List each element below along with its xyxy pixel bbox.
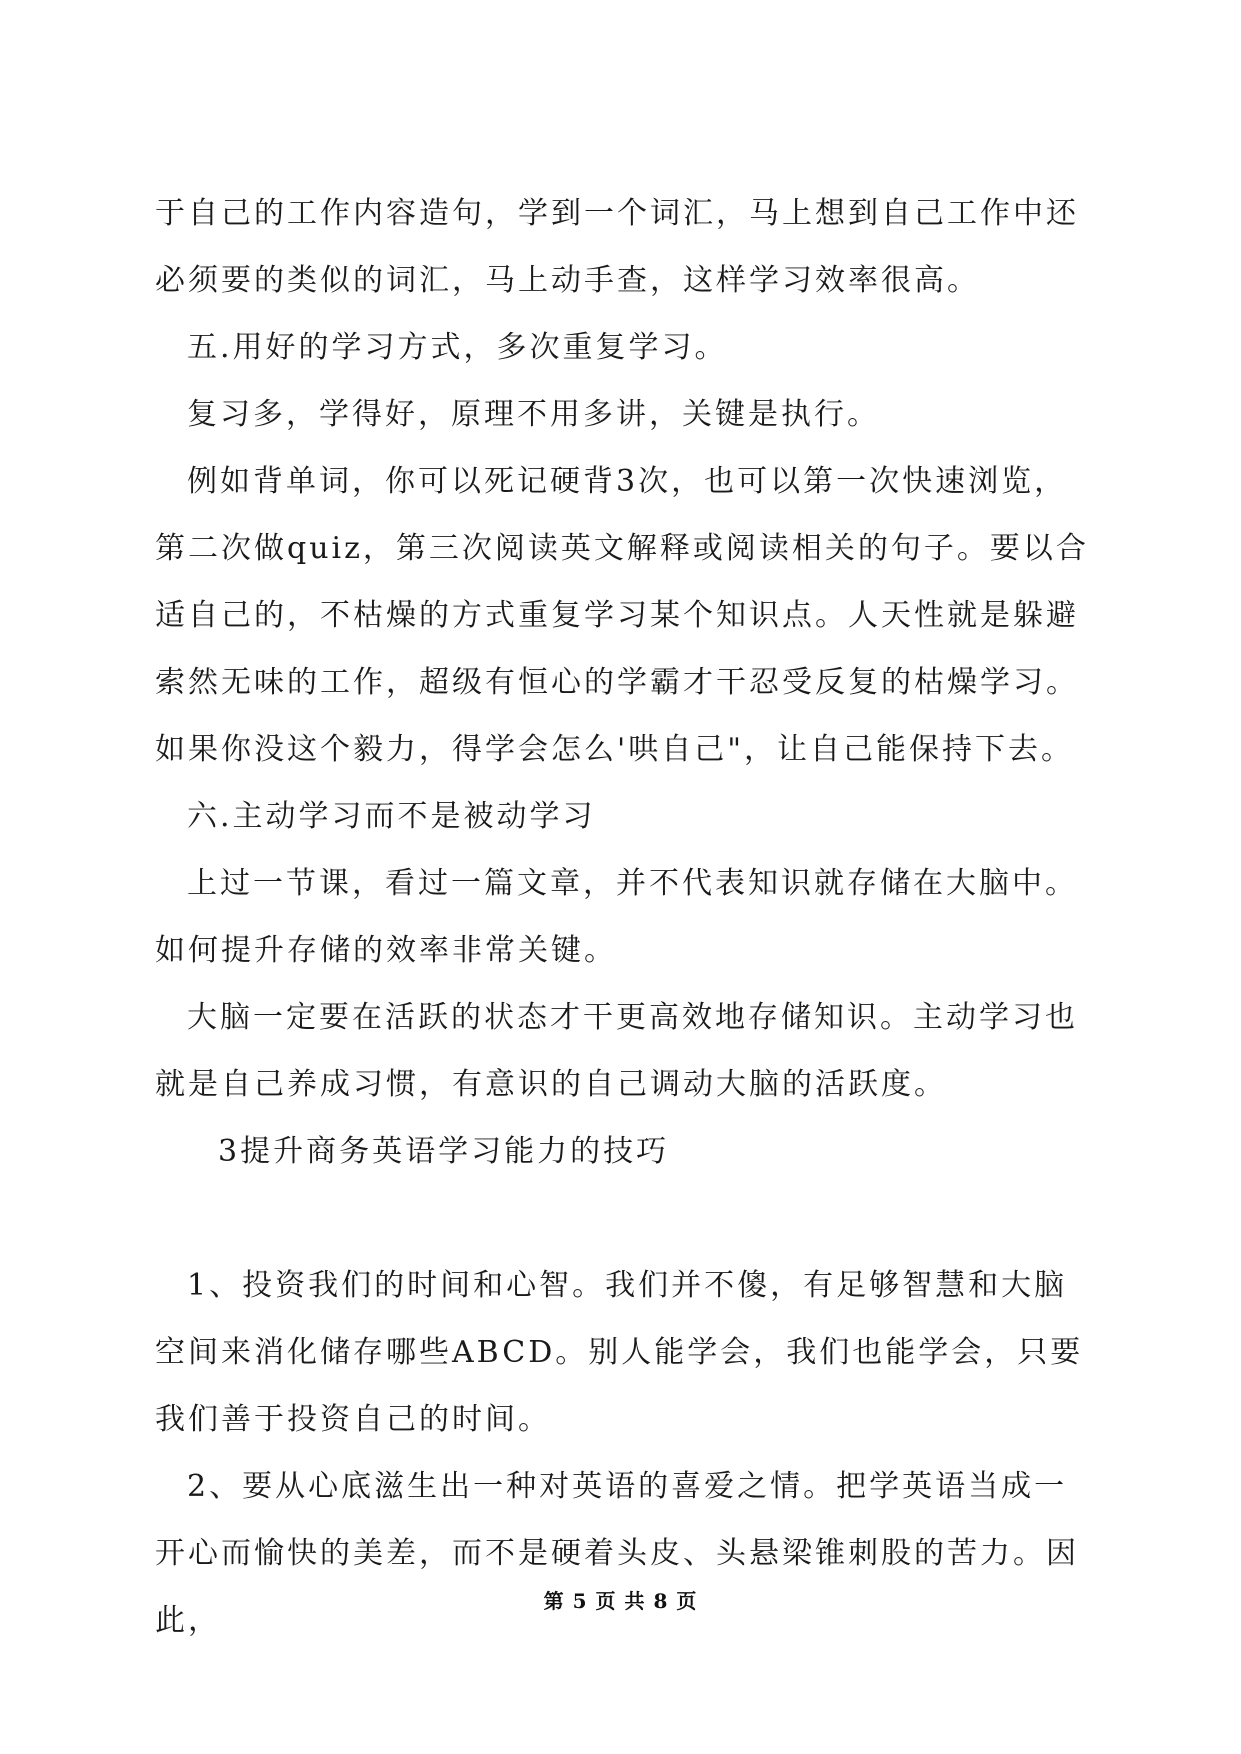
paragraph-4: 上过一节课，看过一篇文章，并不代表知识就存储在大脑中。如何提升存储的效率非常关键。 [155,866,1078,968]
paragraph-5: 大脑一定要在活跃的状态才干更高效地存储知识。主动学习也就是自己养成习惯，有意识的自己调动大脑的活跃度。 [155,1000,1078,1102]
page-number-footer: 第 5 页 共 8 页 [543,1589,698,1613]
point-six-heading: 六.主动学习而不是被动学习 [187,799,596,834]
tip-1: 1、投资我们的时间和心智。我们并不傻，有足够智慧和大脑空间来消化储存哪些ABCD。别人能学会，我们也能学会，只要我们善于投资自己的时间。 [155,1268,1084,1437]
paragraph-3: 例如背单词，你可以死记硬背3次，也可以第一次快速浏览，第二次做quiz，第三次阅读英文解释或阅读相关的句子。要以合适自己的，不枯燥的方式重复学习某个知识点。人天性就是躲避索然无味的工作，超级有恒心的学霸才干忍受反复的枯燥学习。如果你没这个毅力，得学会怎么'哄自己"，让自己能保持下去。 [155,464,1089,767]
point-five-heading: 五.用好的学习方式，多次重复学习。 [187,330,728,365]
paragraph-2: 复习多，学得好，原理不用多讲，关键是执行。 [187,397,880,432]
blank-line [155,1185,1095,1252]
paragraph-1: 于自己的工作内容造句，学到一个词汇，马上想到自己工作中还必须要的类似的词汇，马上动手查，这样学习效率很高。 [155,196,1079,298]
section-heading: 3提升商务英语学习能力的技巧 [218,1134,670,1169]
document-body [155,180,1095,1654]
tip-2: 2、要从心底滋生出一种对英语的喜爱之情。把学英语当成一开心而愉快的美差，而不是硬着头皮、头悬梁锥刺股的苦力。因此， [155,1469,1079,1638]
